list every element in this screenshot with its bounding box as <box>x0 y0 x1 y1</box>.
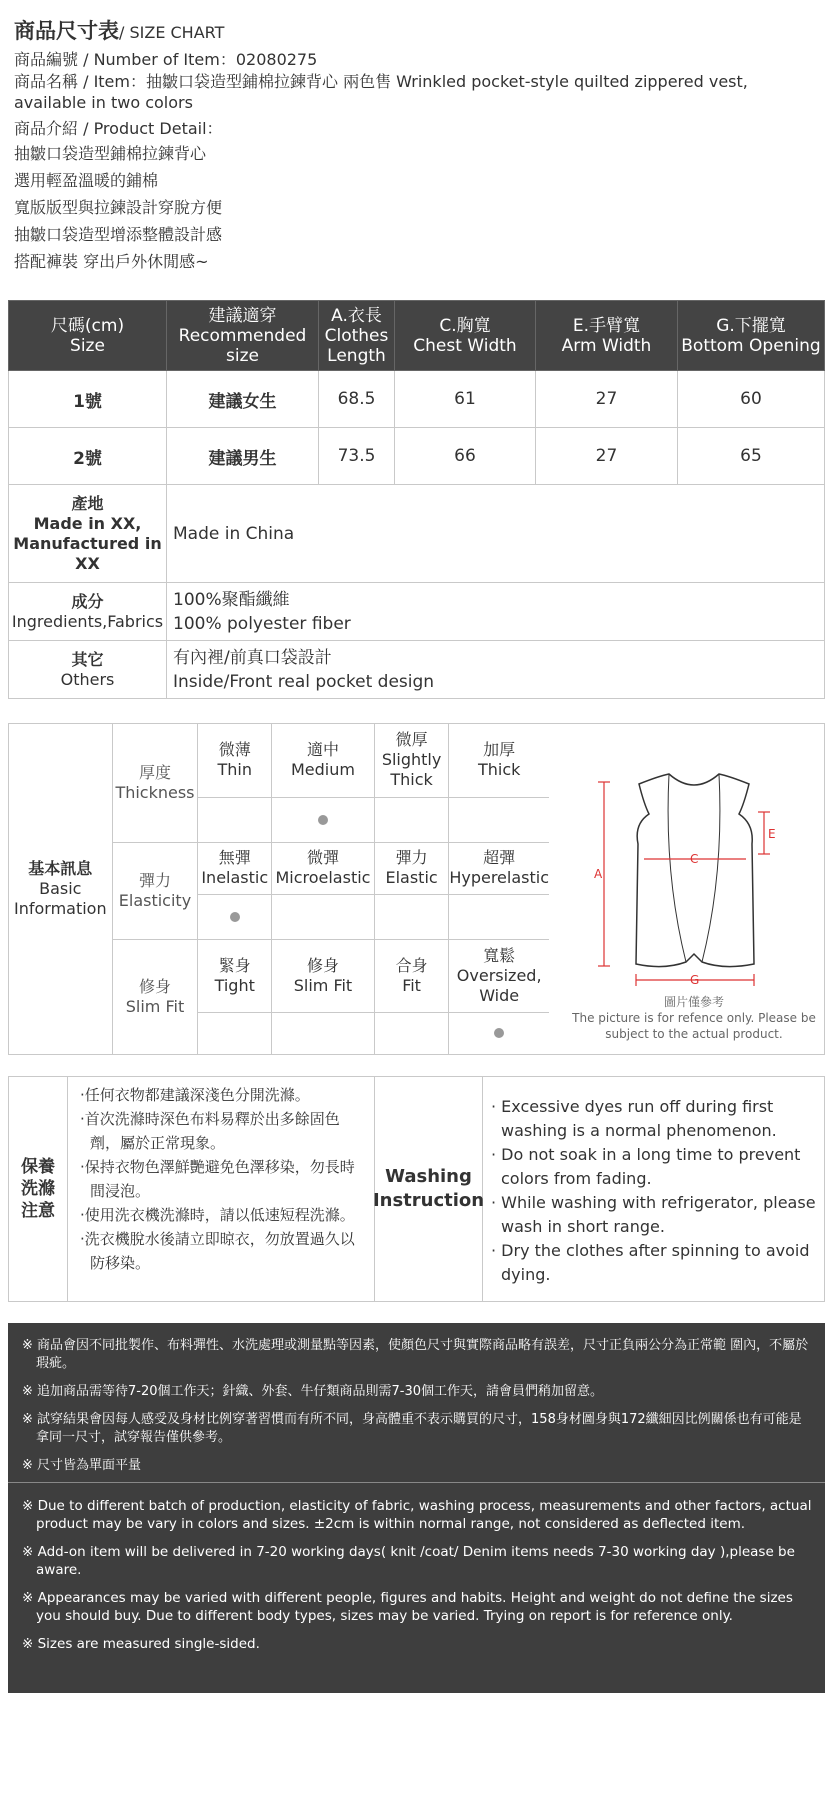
table-row <box>9 371 825 428</box>
fabric-value: 100%聚酯纖維 100% polyester fiber <box>167 583 825 641</box>
detail-line: 搭配褲裝 穿出戶外休閒感~ <box>14 252 209 271</box>
fit-option: 合身 Fit <box>374 939 449 1012</box>
fabric-label: 成分 Ingredients,Fabrics <box>9 583 167 641</box>
arm-cell: 27 <box>536 371 678 428</box>
note-item: ※ Sizes are measured single-sided. <box>22 1636 260 1652</box>
others-value: 有內裡/前真口袋設計 Inside/Front real pocket design <box>167 641 825 699</box>
list-item: ·洗衣機脫水後請立即晾衣，勿放置過久以防移染。 <box>80 1230 355 1272</box>
elasticity-mark <box>374 894 449 939</box>
washing-title-zh: 保養洗滌注意 <box>21 1157 55 1221</box>
note-item: ※ 追加商品需等待7-20個工作天；針織、外套、牛仔類商品則需7-30個工作天，請會員們稍加留意。 <box>22 1384 604 1399</box>
label-c: C <box>690 852 699 866</box>
fit-mark <box>374 1012 449 1054</box>
notes-panel <box>8 1323 825 1693</box>
list-item: ·使用洗衣機洗滌時，請以低速短程洗滌。 <box>80 1206 355 1224</box>
list-item: · While washing with refrigerator, please wash in short range. <box>491 1193 816 1236</box>
selected-dot <box>230 912 240 922</box>
length-cell: 73.5 <box>319 428 395 485</box>
elasticity-mark <box>449 894 549 939</box>
note-item: ※ Add-on item will be delivered in 7-20 working days( knit /coat/ Denim items needs 7-30 working day ),please be aware. <box>22 1544 795 1578</box>
thickness-option: 適中 Medium <box>272 724 375 797</box>
elasticity-mark <box>198 894 272 939</box>
thickness-option: 微薄 Thin <box>198 724 272 797</box>
note-item: ※ 尺寸皆為單面平量 <box>22 1458 142 1473</box>
fabric-row <box>9 583 825 641</box>
page-title: 商品尺寸表/ SIZE CHART <box>14 19 225 43</box>
thickness-mark <box>374 797 449 842</box>
list-item: · Do not soak in a long time to prevent colors from fading. <box>491 1145 801 1188</box>
fit-mark <box>272 1012 375 1054</box>
detail-line: 寬版版型與拉鍊設計穿脫方便 <box>14 198 223 217</box>
thickness-option: 微厚 Slightly Thick <box>374 724 449 797</box>
notes-en <box>8 1485 825 1693</box>
length-cell: 68.5 <box>319 371 395 428</box>
product-header <box>14 16 819 275</box>
detail-label: 商品介紹 / Product Detail： <box>14 119 223 138</box>
list-item: ·保持衣物色澤鮮艷避免色澤移染，勿長時間浸泡。 <box>80 1158 355 1200</box>
header-recommended: 建議適穿 Recommended size <box>167 301 319 371</box>
selected-dot <box>318 815 328 825</box>
elasticity-label: 彈力 Elasticity <box>112 842 198 939</box>
header-chest: C.胸寬 Chest Width <box>395 301 536 371</box>
note-item: ※ Appearances may be varied with different people, figures and habits. Height and weight do not define the sizes you should buy. Due to different body types, sizes may be varied. Trying on report is for reference only. <box>22 1590 793 1624</box>
vest-diagram <box>564 724 824 1054</box>
basic-info-title: 基本訊息 Basic Information <box>9 724 112 1054</box>
note-item: ※ Due to different batch of production, elasticity of fabric, washing process, measurements and other factors, actual product may be vary in colors and sizes. ±2cm is within normal range, not considered as deflected item. <box>22 1498 812 1532</box>
recommended-cell: 建議女生 <box>167 371 319 428</box>
chest-cell: 61 <box>395 371 536 428</box>
table-row <box>9 428 825 485</box>
washing-en-list <box>483 1077 824 1301</box>
item-name: 商品名稱 / Item：抽皺口袋造型鋪棉拉鍊背心 兩色售 Wrinkled pocket-style quilted zippered vest, available in two colors <box>14 72 748 112</box>
size-table <box>8 300 825 699</box>
list-item: · Excessive dyes run off during first washing is a normal phenomenon. <box>491 1097 777 1140</box>
note-item: ※ 商品會因不同批製作、布料彈性、水洗處理或測量點等因素，使顏色尺寸與實際商品略有誤差，尺寸正負兩公分為正常範 圍內，不屬於瑕疵。 <box>22 1338 809 1371</box>
header-arm: E.手臂寬 Arm Width <box>536 301 678 371</box>
others-label: 其它 Others <box>9 641 167 699</box>
fit-option: 緊身 Tight <box>198 939 272 1012</box>
elasticity-option: 彈力 Elastic <box>374 842 449 894</box>
size-cell: 2號 <box>9 428 167 485</box>
fit-mark <box>449 1012 549 1054</box>
label-e: E <box>768 827 776 841</box>
list-item: · Dry the clothes after spinning to avoid dying. <box>491 1241 810 1284</box>
washing-title-en: Washing Instruction <box>375 1077 483 1301</box>
thickness-option: 加厚 Thick <box>449 724 549 797</box>
bottom-cell: 65 <box>678 428 825 485</box>
elasticity-option: 微彈 Microelastic <box>272 842 375 894</box>
fit-option: 寬鬆 Oversized, Wide <box>449 939 549 1012</box>
list-item: ·首次洗滌時深色布料易釋於出多餘固色劑，屬於正常現象。 <box>80 1110 340 1152</box>
thickness-mark <box>272 797 375 842</box>
bottom-cell: 60 <box>678 371 825 428</box>
fit-option: 修身 Slim Fit <box>272 939 375 1012</box>
header-length: A.衣長 Clothes Length <box>319 301 395 371</box>
washing-section <box>8 1076 825 1302</box>
label-a: A <box>594 867 603 881</box>
origin-row <box>9 485 825 583</box>
thickness-label: 厚度 Thickness <box>112 724 198 842</box>
recommended-cell: 建議男生 <box>167 428 319 485</box>
fit-mark <box>198 1012 272 1054</box>
size-cell: 1號 <box>9 371 167 428</box>
thickness-mark <box>449 797 549 842</box>
elasticity-option: 無彈 Inelastic <box>198 842 272 894</box>
item-number: 商品編號 / Number of Item：02080275 <box>14 50 318 69</box>
detail-line: 選用輕盈溫暖的鋪棉 <box>14 171 159 190</box>
diagram-caption: 圖片僅參考 The picture is for refence only. Please be subject to the actual product. <box>572 995 816 1041</box>
notes-zh <box>8 1323 825 1483</box>
arm-cell: 27 <box>536 428 678 485</box>
label-g: G <box>690 973 700 987</box>
header-bottom: G.下擺寬 Bottom Opening <box>678 301 825 371</box>
basic-info-section <box>8 723 825 1055</box>
header-size: 尺碼(cm) Size <box>9 301 167 371</box>
thickness-mark <box>198 797 272 842</box>
list-item: ·任何衣物都建議深淺色分開洗滌。 <box>80 1086 310 1104</box>
basic-info-table <box>9 724 549 1054</box>
chest-cell: 66 <box>395 428 536 485</box>
elasticity-option: 超彈 Hyperelastic <box>449 842 549 894</box>
elasticity-mark <box>272 894 375 939</box>
origin-value: Made in China <box>167 485 825 583</box>
washing-zh-list <box>67 1077 375 1301</box>
others-row <box>9 641 825 699</box>
selected-dot <box>494 1028 504 1038</box>
note-item: ※ 試穿結果會因每人感受及身材比例穿著習慣而有所不同，身高體重不表示購買的尺寸，158身材圖身與172纖細因比例關係也有可能是拿同一尺寸，試穿報告僅供參考。 <box>22 1412 802 1445</box>
fit-label: 修身 Slim Fit <box>112 939 198 1054</box>
detail-line: 抽皺口袋造型增添整體設計感 <box>14 225 223 244</box>
detail-line: 抽皺口袋造型鋪棉拉鍊背心 <box>14 144 207 163</box>
origin-label: 產地 Made in XX, Manufactured in XX <box>9 485 167 583</box>
vest-outline-icon <box>564 724 824 994</box>
